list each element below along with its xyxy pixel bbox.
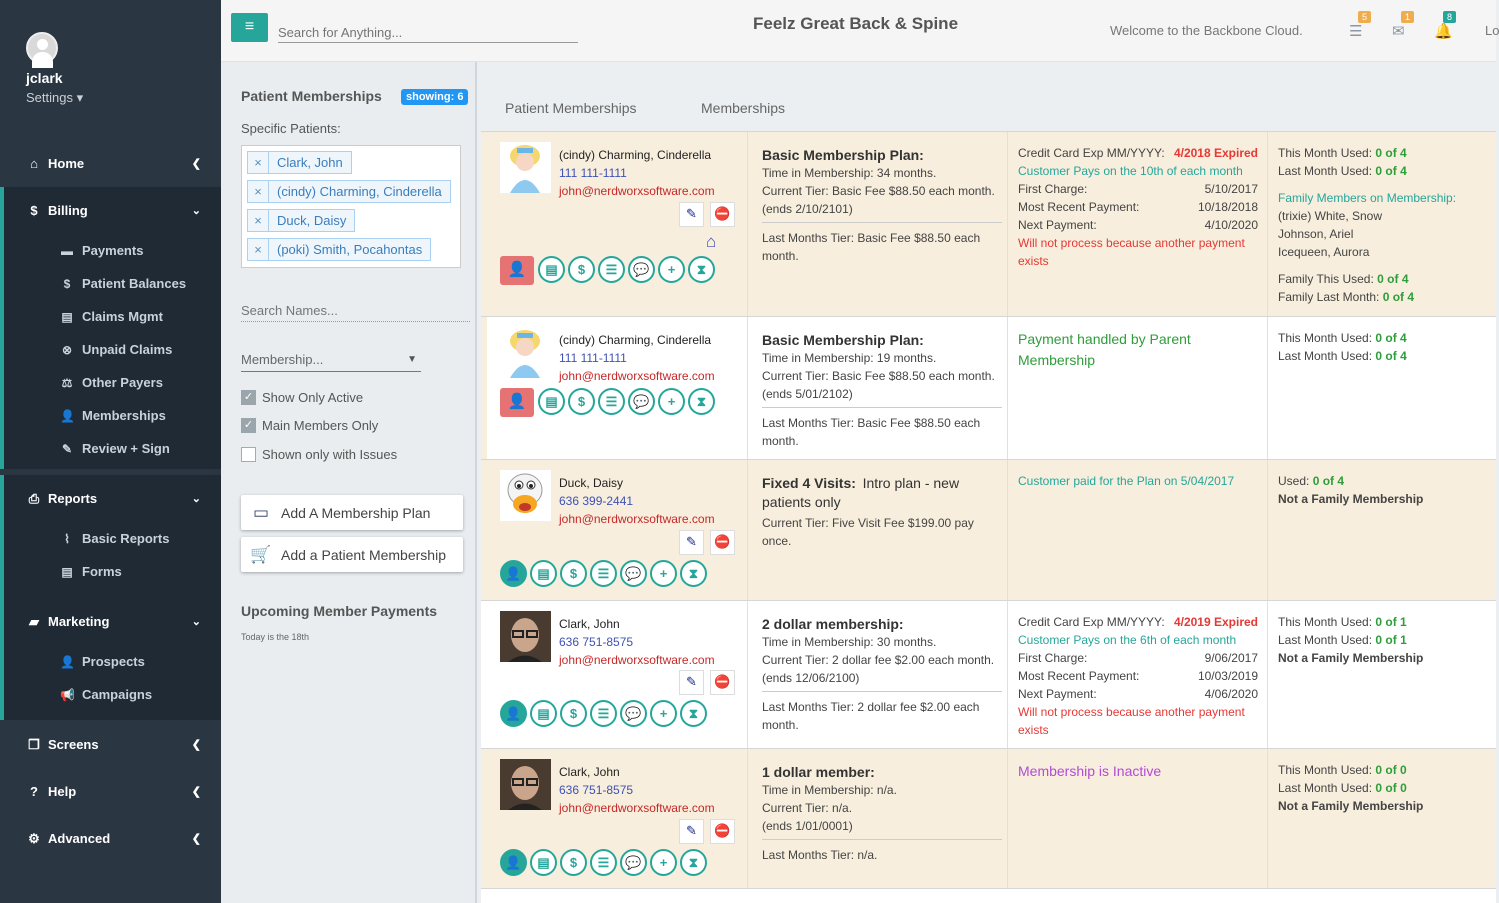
recent-payment-value: 10/03/2019 bbox=[1197, 669, 1258, 683]
patient-name: Duck, Daisy bbox=[559, 476, 624, 490]
minus-circle-icon: ⛔ bbox=[714, 674, 731, 689]
usage-value: 0 of 4 bbox=[1375, 164, 1407, 178]
cogs-icon: ⚙ bbox=[28, 830, 40, 846]
sidebar-item-patient-balances[interactable] bbox=[4, 267, 221, 300]
user-icon[interactable]: 👤 bbox=[500, 560, 527, 587]
shown-with-issues-checkbox[interactable] bbox=[241, 447, 397, 462]
checkbox-icon: ✓ bbox=[241, 390, 256, 405]
tasks-button[interactable] bbox=[1349, 12, 1368, 40]
sidebar-item-forms[interactable] bbox=[4, 555, 221, 588]
last-months-tier: Last Months Tier: 2 dollar fee $2.00 each month. bbox=[762, 700, 980, 732]
print-icon: ⎙ bbox=[28, 490, 40, 506]
edit-button[interactable] bbox=[679, 819, 704, 844]
sidebar-item-basic-reports[interactable] bbox=[4, 522, 221, 555]
sidebar-item-label: Other Payers bbox=[82, 375, 163, 390]
sidebar-item-campaigns[interactable] bbox=[4, 678, 221, 711]
checkbox-icon bbox=[241, 447, 256, 462]
hamburger-icon: ≡ bbox=[244, 18, 255, 35]
membership-card bbox=[481, 748, 1496, 888]
card-action-icons bbox=[500, 700, 710, 727]
plan-ends: (ends 2/10/2101) bbox=[762, 202, 853, 216]
nav-advanced[interactable] bbox=[0, 815, 221, 862]
specific-patients-select[interactable] bbox=[241, 145, 461, 268]
first-charge-value: 5/10/2017 bbox=[1204, 182, 1258, 196]
plus-circle-icon[interactable]: + bbox=[650, 560, 677, 587]
minus-circle-icon: ⛔ bbox=[714, 823, 731, 838]
filter-panel bbox=[221, 62, 477, 903]
hourglass-icon[interactable]: ⧗ bbox=[680, 700, 707, 727]
chevron-left-icon: ❮ bbox=[191, 786, 201, 798]
user-panel bbox=[26, 32, 83, 106]
usage-label: This Month Used: bbox=[1278, 763, 1373, 777]
membership-select[interactable] bbox=[241, 350, 421, 372]
recent-payment-label: Most Recent Payment: bbox=[1018, 200, 1140, 214]
document-icon[interactable]: ▤ bbox=[530, 560, 557, 587]
sidebar-item-memberships[interactable] bbox=[4, 399, 221, 432]
patient-name: (cindy) Charming, Cinderella bbox=[559, 148, 712, 162]
remove-button[interactable] bbox=[710, 670, 735, 695]
sidebar-item-other-payers[interactable] bbox=[4, 366, 221, 399]
envelope-icon: ✉ bbox=[1392, 23, 1405, 40]
edit-icon: ✎ bbox=[686, 534, 697, 549]
edit-icon: ✎ bbox=[686, 206, 697, 221]
user-gear-icon: 👤 bbox=[60, 408, 75, 423]
chevron-down-icon: ⌄ bbox=[191, 205, 201, 217]
usage-label: This Month Used: bbox=[1278, 331, 1373, 345]
usage-label: Last Month Used: bbox=[1278, 781, 1373, 795]
chevron-down-icon: ⌄ bbox=[191, 616, 201, 628]
top-bar bbox=[221, 0, 1499, 62]
paperclip-icon: ⌇ bbox=[64, 531, 70, 546]
caret-down-icon: ▼ bbox=[407, 354, 417, 365]
sidebar bbox=[0, 0, 221, 903]
current-tier: Current Tier: Basic Fee $88.50 each month. bbox=[762, 184, 995, 198]
usage-label: Used: bbox=[1278, 474, 1310, 488]
time-in-membership: Time in Membership: 19 months. bbox=[762, 351, 937, 365]
first-charge-label: First Charge: bbox=[1018, 182, 1088, 196]
checkbox-label: Main Members Only bbox=[262, 418, 379, 433]
membership-select-label: Membership... bbox=[241, 352, 324, 367]
bell-icon: 🔔 bbox=[1434, 23, 1453, 40]
dollar-icon[interactable]: $ bbox=[560, 560, 587, 587]
usage-value: 0 of 4 bbox=[1375, 146, 1407, 160]
current-tier: Current Tier: 2 dollar fee $2.00 each month. bbox=[762, 653, 995, 667]
balance-scale-icon: ⚖ bbox=[61, 375, 73, 390]
remove-chip-icon[interactable]: × bbox=[248, 152, 269, 173]
show-only-active-checkbox[interactable] bbox=[241, 390, 363, 405]
nav-advanced-label: Advanced bbox=[48, 831, 111, 846]
card-action-icons bbox=[500, 849, 710, 876]
cc-exp-label: Credit Card Exp MM/YYYY: bbox=[1018, 615, 1165, 629]
plan-ends: (ends 5/01/2102) bbox=[762, 387, 853, 401]
dollar-icon[interactable]: $ bbox=[568, 256, 595, 283]
card-action-icons bbox=[500, 560, 710, 587]
comments-icon[interactable]: 💬 bbox=[628, 388, 655, 415]
chip-label: Duck, Daisy bbox=[277, 213, 347, 228]
patient-photo bbox=[500, 470, 551, 521]
usage-value: 0 of 0 bbox=[1375, 763, 1407, 777]
membership-card-partial bbox=[481, 888, 1496, 903]
time-in-membership: Time in Membership: 30 months. bbox=[762, 635, 937, 649]
settings-label: Settings bbox=[26, 90, 73, 105]
checkbox-label: Shown only with Issues bbox=[262, 447, 398, 462]
sidebar-item-review-sign[interactable] bbox=[4, 432, 221, 465]
patient-phone[interactable]: 636 399-2441 bbox=[559, 494, 634, 508]
hourglass-icon[interactable]: ⧗ bbox=[688, 256, 715, 283]
patient-name: Clark, John bbox=[559, 765, 620, 779]
payment-warning: Will not process because another payment exists bbox=[1018, 236, 1245, 268]
list-icon[interactable]: ☰ bbox=[590, 700, 617, 727]
pay-schedule: Customer Pays on the 10th of each month bbox=[1018, 164, 1243, 178]
payment-status: Customer paid for the Plan on 5/04/2017 bbox=[1018, 474, 1235, 488]
patient-email[interactable]: john@nerdworxsoftware.com bbox=[559, 369, 715, 383]
avatar[interactable] bbox=[26, 32, 58, 64]
patient-email[interactable]: john@nerdworxsoftware.com bbox=[559, 512, 715, 526]
notifications-badge: 8 bbox=[1443, 11, 1456, 23]
tab-patient-memberships[interactable]: Patient Memberships bbox=[505, 100, 637, 116]
notifications-button[interactable] bbox=[1434, 12, 1453, 40]
welcome-text: Welcome to the Backbone Cloud. bbox=[1110, 23, 1303, 38]
membership-card bbox=[481, 459, 1496, 600]
family-status: Not a Family Membership bbox=[1278, 651, 1424, 665]
clinic-name: Feelz Great Back & Spine bbox=[753, 14, 959, 33]
sidebar-item-label: Memberships bbox=[82, 408, 166, 423]
next-payment-value: 4/10/2020 bbox=[1204, 218, 1258, 232]
pay-schedule: Customer Pays on the 6th of each month bbox=[1018, 633, 1237, 647]
plan-name: Basic Membership Plan: bbox=[762, 332, 924, 348]
document-icon[interactable]: ▤ bbox=[530, 849, 557, 876]
nav-billing[interactable] bbox=[4, 187, 221, 234]
plus-circle-icon[interactable]: + bbox=[650, 849, 677, 876]
current-tier: Current Tier: Five Visit Fee $199.00 pay once. bbox=[762, 516, 974, 548]
edit-icon: ✎ bbox=[686, 823, 697, 838]
usage-value: 0 of 1 bbox=[1375, 633, 1407, 647]
recent-payment-label: Most Recent Payment: bbox=[1018, 669, 1140, 683]
current-tier: Current Tier: Basic Fee $88.50 each month. bbox=[762, 369, 995, 383]
plus-circle-icon[interactable]: + bbox=[658, 256, 685, 283]
logout-link[interactable]: Lo bbox=[1485, 23, 1499, 38]
sidebar-item-claims-mgmt[interactable] bbox=[4, 300, 221, 333]
cc-exp-label: Credit Card Exp MM/YYYY: bbox=[1018, 146, 1165, 160]
nav-marketing-group bbox=[0, 598, 221, 720]
specific-patients-label: Specific Patients: bbox=[241, 121, 341, 136]
usage-label: Last Month Used: bbox=[1278, 164, 1373, 178]
clone-icon: ❐ bbox=[28, 736, 40, 752]
bullhorn-icon: 📢 bbox=[60, 687, 75, 702]
cc-exp-value: 4/2019 Expired bbox=[1173, 615, 1258, 629]
username: jclark bbox=[26, 70, 63, 86]
payment-status: Payment handled by Parent Membership bbox=[1018, 331, 1191, 368]
plus-circle-icon[interactable]: + bbox=[658, 388, 685, 415]
chip-label: (poki) Smith, Pocahontas bbox=[277, 242, 423, 257]
nav-home-label: Home bbox=[48, 156, 85, 171]
main-content bbox=[477, 62, 1496, 903]
patient-chip bbox=[247, 151, 352, 174]
patient-photo bbox=[500, 611, 551, 662]
patient-phone[interactable]: 111 111-1111 bbox=[559, 351, 627, 365]
plus-circle-icon[interactable]: + bbox=[650, 700, 677, 727]
recent-payment-value: 10/18/2018 bbox=[1197, 200, 1258, 214]
family-member: Icequeen, Aurora bbox=[1278, 245, 1370, 259]
nav-billing-label: Billing bbox=[48, 203, 88, 218]
family-status: Not a Family Membership bbox=[1278, 492, 1424, 506]
menu-toggle-button[interactable] bbox=[231, 13, 268, 42]
nav-marketing[interactable] bbox=[4, 598, 221, 645]
usage-label: Family Last Month: bbox=[1278, 290, 1380, 304]
file-icon: ▤ bbox=[61, 309, 73, 324]
nav-reports-label: Reports bbox=[48, 491, 98, 506]
user-icon[interactable]: 👤 bbox=[500, 388, 534, 417]
plan-name: 2 dollar membership: bbox=[762, 616, 904, 632]
card-action-icons bbox=[500, 388, 718, 417]
question-circle-icon: ? bbox=[30, 784, 38, 799]
list-icon[interactable]: ☰ bbox=[598, 388, 625, 415]
patient-email[interactable]: john@nerdworxsoftware.com bbox=[559, 801, 715, 815]
chevron-left-icon: ❮ bbox=[191, 833, 201, 845]
usage-value: 0 of 4 bbox=[1312, 474, 1345, 488]
first-charge-value: 9/06/2017 bbox=[1204, 651, 1258, 665]
patient-phone[interactable]: 636 751-8575 bbox=[559, 783, 634, 797]
hourglass-icon[interactable]: ⧗ bbox=[680, 560, 707, 587]
minus-circle-icon: ⛔ bbox=[714, 534, 731, 549]
next-payment-label: Next Payment: bbox=[1018, 687, 1097, 701]
button-label: Add A Membership Plan bbox=[281, 504, 431, 521]
global-search-input[interactable] bbox=[278, 22, 578, 43]
patient-photo bbox=[500, 759, 551, 810]
membership-status: Membership is Inactive bbox=[1018, 763, 1162, 779]
dollar-icon[interactable]: $ bbox=[560, 700, 587, 727]
caret-down-icon: ▾ bbox=[76, 90, 84, 105]
membership-card bbox=[481, 316, 1496, 459]
user-plus-icon: 👤 bbox=[60, 654, 75, 669]
plan-name: 1 dollar member: bbox=[762, 764, 875, 780]
dollar-icon: $ bbox=[30, 203, 38, 218]
dollar-icon[interactable]: $ bbox=[568, 388, 595, 415]
comments-icon[interactable]: 💬 bbox=[620, 849, 647, 876]
list-icon[interactable]: ☰ bbox=[598, 256, 625, 283]
mail-badge: 1 bbox=[1401, 11, 1414, 23]
patient-chip bbox=[247, 238, 431, 261]
settings-menu[interactable] bbox=[26, 90, 83, 106]
nav-screens[interactable] bbox=[0, 721, 221, 768]
usage-value: 0 of 4 bbox=[1382, 290, 1415, 304]
edit-icon: ✎ bbox=[61, 441, 73, 456]
chip-label: Clark, John bbox=[277, 155, 343, 170]
sidebar-item-unpaid-claims[interactable] bbox=[4, 333, 221, 366]
nav-marketing-label: Marketing bbox=[48, 614, 110, 629]
edit-button[interactable] bbox=[679, 670, 704, 695]
usage-label: This Month Used: bbox=[1278, 615, 1373, 629]
tasks-badge: 5 bbox=[1358, 11, 1371, 23]
button-label: Add a Patient Membership bbox=[281, 546, 446, 563]
user-icon[interactable]: 👤 bbox=[500, 256, 534, 285]
checkbox-icon: ✓ bbox=[241, 418, 256, 433]
checkbox-label: Show Only Active bbox=[262, 390, 364, 405]
hourglass-icon[interactable]: ⧗ bbox=[688, 388, 715, 415]
patient-chip bbox=[247, 209, 355, 232]
nav-reports[interactable] bbox=[4, 475, 221, 522]
upcoming-payments-title: Upcoming Member Payments bbox=[241, 603, 438, 619]
edit-button[interactable] bbox=[679, 530, 704, 555]
cart-plus-icon: 🛒 bbox=[250, 544, 272, 564]
usage-value: 0 of 4 bbox=[1375, 331, 1407, 345]
sidebar-item-payments[interactable] bbox=[4, 234, 221, 267]
search-names-input[interactable] bbox=[241, 300, 470, 322]
usage-value: 0 of 4 bbox=[1375, 349, 1407, 363]
comments-icon[interactable]: 💬 bbox=[620, 560, 647, 587]
mail-button[interactable] bbox=[1392, 12, 1411, 40]
dollar-icon: $ bbox=[63, 276, 71, 291]
sidebar-item-prospects[interactable] bbox=[4, 645, 221, 678]
usage-label: Last Month Used: bbox=[1278, 349, 1373, 363]
remove-chip-icon[interactable]: × bbox=[248, 181, 269, 202]
file-import-icon: ▰ bbox=[29, 613, 39, 629]
user-icon[interactable]: 👤 bbox=[500, 849, 527, 876]
plan-ends: (ends 12/06/2100) bbox=[762, 671, 860, 685]
family-status: Not a Family Membership bbox=[1278, 799, 1424, 813]
list-icon[interactable]: ☰ bbox=[590, 560, 617, 587]
patient-phone[interactable]: 636 751-8575 bbox=[559, 635, 634, 649]
usage-label: This Month Used: bbox=[1278, 146, 1373, 160]
add-membership-plan-button[interactable] bbox=[241, 495, 463, 530]
sidebar-item-label: Payments bbox=[82, 243, 144, 258]
chip-label: (cindy) Charming, Cinderella bbox=[277, 184, 442, 199]
showing-badge: showing: 6 bbox=[401, 89, 468, 105]
minus-circle-icon: ⛔ bbox=[714, 206, 731, 221]
nav-help-label: Help bbox=[48, 784, 77, 799]
home-icon: ⌂ bbox=[706, 232, 717, 251]
card-action-icons bbox=[500, 256, 718, 285]
sidebar-item-label: Forms bbox=[82, 564, 122, 579]
times-circle-icon: ⊗ bbox=[61, 342, 73, 357]
nav-home[interactable] bbox=[0, 140, 221, 187]
sidebar-item-label: Campaigns bbox=[82, 687, 153, 702]
cc-exp-value: 4/2018 Expired bbox=[1173, 146, 1258, 160]
patient-chip bbox=[247, 180, 451, 203]
credit-card-icon: ▭ bbox=[252, 502, 270, 522]
plan-ends: (ends 1/01/0001) bbox=[762, 819, 853, 833]
patient-name: Clark, John bbox=[559, 617, 620, 631]
patient-phone[interactable]: 111 111-1111 bbox=[559, 166, 627, 180]
payment-warning: Will not process because another payment exists bbox=[1018, 705, 1245, 737]
list-icon: ☰ bbox=[1349, 23, 1363, 40]
last-months-tier: Last Months Tier: Basic Fee $88.50 each month. bbox=[762, 416, 981, 448]
patient-photo bbox=[500, 142, 551, 193]
tab-memberships[interactable]: Memberships bbox=[701, 100, 786, 116]
edit-icon: ✎ bbox=[686, 674, 697, 689]
usage-label: Last Month Used: bbox=[1278, 633, 1373, 647]
today-text: Today is the 18th bbox=[241, 632, 310, 642]
chevron-left-icon: ❮ bbox=[191, 158, 201, 170]
nav-reports-group bbox=[0, 475, 221, 599]
next-payment-value: 4/06/2020 bbox=[1204, 687, 1258, 701]
sidebar-item-label: Basic Reports bbox=[82, 531, 170, 546]
comments-icon[interactable]: 💬 bbox=[620, 700, 647, 727]
time-in-membership: Time in Membership: n/a. bbox=[762, 783, 897, 797]
comments-icon[interactable]: 💬 bbox=[628, 256, 655, 283]
usage-label: Family This Used: bbox=[1278, 272, 1374, 286]
next-payment-label: Next Payment: bbox=[1018, 218, 1097, 232]
time-in-membership: Time in Membership: 34 months. bbox=[762, 166, 937, 180]
main-members-only-checkbox[interactable] bbox=[241, 418, 378, 433]
list-icon[interactable]: ☰ bbox=[590, 849, 617, 876]
current-tier: Current Tier: n/a. bbox=[762, 801, 853, 815]
remove-button[interactable] bbox=[710, 819, 735, 844]
membership-card bbox=[481, 131, 1496, 316]
patient-email[interactable]: john@nerdworxsoftware.com bbox=[559, 653, 715, 667]
last-months-tier: Last Months Tier: Basic Fee $88.50 each month. bbox=[762, 231, 981, 263]
last-months-tier: Last Months Tier: n/a. bbox=[762, 848, 878, 862]
plan-description: Intro plan - new patients only bbox=[762, 475, 960, 510]
usage-value: 0 of 4 bbox=[1377, 272, 1409, 286]
patient-name: (cindy) Charming, Cinderella bbox=[559, 333, 712, 347]
patient-email[interactable]: john@nerdworxsoftware.com bbox=[559, 184, 715, 198]
sidebar-item-label: Unpaid Claims bbox=[82, 342, 173, 357]
home-icon: ⌂ bbox=[30, 156, 38, 171]
remove-chip-icon[interactable]: × bbox=[248, 239, 269, 260]
credit-card-icon: ▬ bbox=[61, 243, 73, 258]
first-charge-label: First Charge: bbox=[1018, 651, 1088, 665]
hourglass-icon[interactable]: ⧗ bbox=[680, 849, 707, 876]
chevron-left-icon: ❮ bbox=[191, 739, 201, 751]
panel-title: Patient Memberships bbox=[241, 88, 382, 104]
family-members-title: Family Members on Membership: bbox=[1278, 191, 1457, 205]
family-member: Johnson, Ariel bbox=[1278, 227, 1354, 241]
family-member: (trixie) White, Snow bbox=[1278, 209, 1383, 223]
sidebar-item-label: Review + Sign bbox=[82, 441, 170, 456]
sidebar-item-label: Prospects bbox=[82, 654, 145, 669]
nav-billing-group bbox=[0, 187, 221, 469]
usage-value: 0 of 0 bbox=[1375, 781, 1407, 795]
patient-photo bbox=[500, 327, 551, 378]
document-icon[interactable]: ▤ bbox=[538, 256, 565, 283]
tab-bar bbox=[477, 62, 1496, 132]
nav-screens-label: Screens bbox=[48, 737, 99, 752]
user-icon[interactable]: 👤 bbox=[500, 700, 527, 727]
usage-value: 0 of 1 bbox=[1375, 615, 1407, 629]
dollar-icon[interactable]: $ bbox=[560, 849, 587, 876]
file-text-icon: ▤ bbox=[61, 564, 73, 579]
document-icon[interactable]: ▤ bbox=[538, 388, 565, 415]
edit-button[interactable] bbox=[679, 202, 704, 227]
membership-card bbox=[481, 600, 1496, 748]
remove-chip-icon[interactable]: × bbox=[248, 210, 269, 231]
plan-name: Basic Membership Plan: bbox=[762, 147, 924, 163]
plan-name: Fixed 4 Visits: bbox=[762, 475, 856, 491]
chevron-down-icon: ⌄ bbox=[191, 493, 201, 505]
remove-button[interactable] bbox=[710, 530, 735, 555]
remove-button[interactable] bbox=[710, 202, 735, 227]
sidebar-item-label: Patient Balances bbox=[82, 276, 187, 291]
sidebar-item-label: Claims Mgmt bbox=[82, 309, 163, 324]
document-icon[interactable]: ▤ bbox=[530, 700, 557, 727]
add-patient-membership-button[interactable] bbox=[241, 537, 463, 572]
nav-help[interactable] bbox=[0, 768, 221, 815]
